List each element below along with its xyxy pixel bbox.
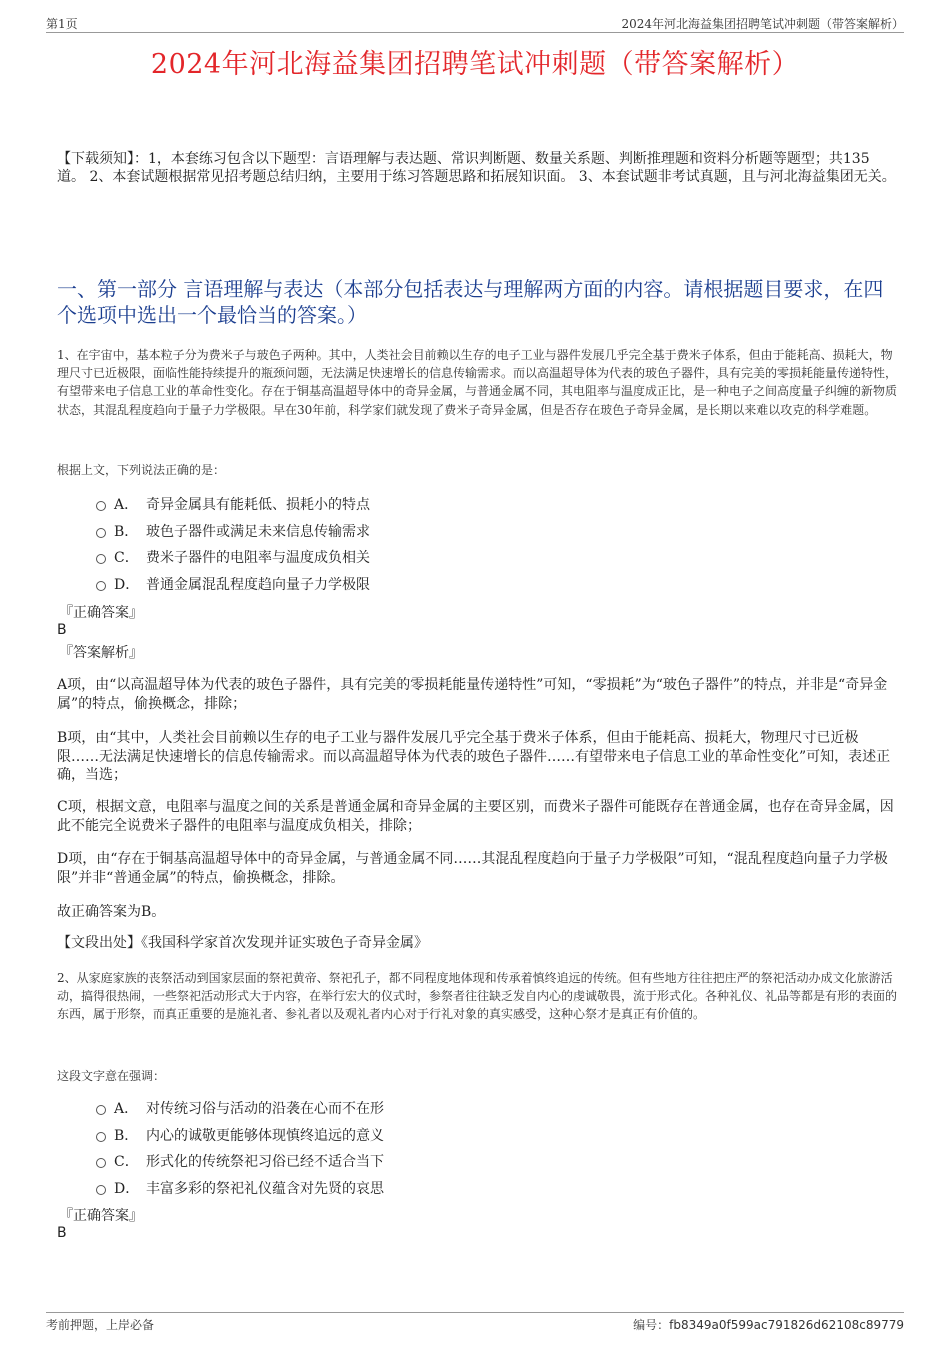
radio-icon[interactable] xyxy=(96,1158,106,1168)
radio-icon[interactable] xyxy=(96,501,106,511)
page-footer xyxy=(46,1312,904,1335)
question-2-prompt: 这段文字意在强调： xyxy=(57,1069,166,1083)
footer-code-label: 编号： xyxy=(633,1318,670,1332)
radio-icon[interactable] xyxy=(96,1185,106,1195)
option-text: 形式化的传统祭祀习俗已经不适合当下 xyxy=(146,1154,384,1170)
question-1-answer: B xyxy=(57,622,67,638)
question-1-conclusion: 故正确答案为B。 xyxy=(57,904,166,920)
option-letter: B． xyxy=(114,523,139,540)
question-1-analysis-c: C项，根据文意，电阻率与温度之间的关系是普通金属和奇异金属的主要区别，而费米子器件可能既存在普通金属，也存在奇异金属，因此不能完全说费米子器件的电阻率与温度成负相关，排除； xyxy=(57,799,894,834)
option-text: 费米子器件的电阻率与温度成负相关 xyxy=(146,550,370,566)
radio-icon[interactable] xyxy=(96,528,106,538)
page-number: 第1页 xyxy=(46,17,78,31)
option-text: 内心的诚敬更能够体现慎终追远的意义 xyxy=(146,1127,384,1144)
option-letter: C． xyxy=(114,1154,139,1170)
question-1-passage: 1、在宇宙中，基本粒子分为费米子与玻色子两种。其中，人类社会目前赖以生存的电子工业与器件发展几乎完全基于费米子体系，但由于能耗高、损耗大，物理尺寸已近极限，面临性能持续提升的瓶颈问题，无法满足快速增长的信息传输需求。而以高温超导体为代表的玻色子器件，具有完美的零损耗能量传递特性，有望带来电子信息工业的革命性变化。存在于铜基高温超导体中的奇异金属，与普通金属不同，其电阻率与温度成正比，是一种电子之间高度量子纠缠的新物质状态，其混乱程度趋向于量子力学极限。早在30年前，科学家们就发现了费米子奇异金属，但是否存在玻色子奇异金属，是长期以来难以攻克的科学难题。 xyxy=(57,348,898,417)
question-1-option-a[interactable] xyxy=(96,493,696,520)
option-letter: A． xyxy=(114,497,139,513)
radio-icon[interactable] xyxy=(96,581,106,591)
question-1-option-b[interactable] xyxy=(96,520,696,547)
question-2-option-b[interactable] xyxy=(96,1124,696,1151)
option-text: 普通金属混乱程度趋向量子力学极限 xyxy=(146,576,370,593)
option-letter: A． xyxy=(114,1101,139,1117)
question-1-options xyxy=(96,493,696,599)
question-2-options xyxy=(96,1097,696,1203)
header-doc-title: 2024年河北海益集团招聘笔试冲刺题（带答案解析） xyxy=(621,17,904,31)
option-text: 丰富多彩的祭祀礼仪蕴含对先贤的哀思 xyxy=(146,1180,384,1197)
question-1-prompt: 根据上文，下列说法正确的是： xyxy=(57,463,226,477)
question-1-analysis-label: 『答案解析』 xyxy=(59,645,143,661)
download-notice: 【下载须知】：1，本套练习包含以下题型：言语理解与表达题、常识判断题、数量关系题、判断推理题和资料分析题等题型；共135道。 2、本套试题根据常见招考题总结归纳，主要用于练习答题思路和拓展知识面。 3、本套试题非考试真题，且与河北海益集团无关。 xyxy=(57,151,896,185)
option-text: 对传统习俗与活动的沿袭在心而不在形 xyxy=(146,1101,384,1117)
question-1-answer-label: 『正确答案』 xyxy=(59,605,143,621)
section-heading: 一、第一部分 言语理解与表达（本部分包括表达与理解两方面的内容。请根据题目要求，在四个选项中选出一个最恰当的答案。） xyxy=(57,277,884,327)
footer-code xyxy=(633,1316,904,1333)
question-2-answer-label: 『正确答案』 xyxy=(59,1208,143,1224)
question-1-option-c[interactable] xyxy=(96,546,696,573)
radio-icon[interactable] xyxy=(96,1132,106,1142)
footer-slogan: 考前押题，上岸必备 xyxy=(46,1318,155,1332)
question-2-option-c[interactable] xyxy=(96,1150,696,1177)
option-text: 奇异金属具有能耗低、损耗小的特点 xyxy=(146,497,370,513)
question-2-option-d[interactable] xyxy=(96,1177,696,1204)
footer-code-value: fb8349a0f599ac791826d62108c89779 xyxy=(669,1318,904,1332)
option-text: 玻色子器件或满足未来信息传输需求 xyxy=(146,523,370,540)
page-title: 2024年河北海益集团招聘笔试冲刺题（带答案解析） xyxy=(150,49,800,80)
question-2-option-a[interactable] xyxy=(96,1097,696,1124)
radio-icon[interactable] xyxy=(96,554,106,564)
radio-icon[interactable] xyxy=(96,1105,106,1115)
question-1-analysis-d: D项，由“存在于铜基高温超导体中的奇异金属，与普通金属不同……其混乱程度趋向于量子力学极限”可知，“混乱程度趋向量子力学极限”并非“普通金属”的特点，偷换概念，排除。 xyxy=(57,851,888,886)
question-1-analysis-b: B项，由“其中，人类社会目前赖以生存的电子工业与器件发展几乎完全基于费米子体系，但由于能耗高、损耗大，物理尺寸已近极限……无法满足快速增长的信息传输需求。而以高温超导体为代表的玻色子器件……有望带来电子信息工业的革命性变化”可知，表述正确，当选； xyxy=(57,730,891,783)
option-letter: D． xyxy=(114,1180,140,1197)
question-1-source: 【文段出处】《我国科学家首次发现并证实玻色子奇异金属》 xyxy=(57,935,428,951)
page-header xyxy=(46,14,904,33)
question-2-answer: B xyxy=(57,1225,67,1241)
question-1-analysis-a: A项，由“以高温超导体为代表的玻色子器件，具有完美的零损耗能量传递特性”可知，“零损耗”为“玻色子器件”的特点，并非是“奇异金属”的特点，偷换概念，排除； xyxy=(57,677,888,712)
option-letter: C． xyxy=(114,550,139,566)
question-1-option-d[interactable] xyxy=(96,573,696,600)
question-2-passage: 2、从家庭家族的丧祭活动到国家层面的祭祀黄帝、祭祀孔子，都不同程度地体现和传承着慎终追远的传统。但有些地方往往把庄严的祭祀活动办成文化旅游活动，搞得很热闹，一些祭祀活动形式大于内容，在举行宏大的仪式时，参祭者往往缺乏发自内心的虔诚敬畏，流于形式化。各种礼仪、礼品等都是有形的表面的东西，属于形祭，而真正重要的是施礼者、参礼者以及观礼者内心对于行礼对象的真实感受，这种心祭才是真正有价值的。 xyxy=(57,971,898,1022)
option-letter: D． xyxy=(114,576,140,593)
option-letter: B． xyxy=(114,1127,139,1144)
